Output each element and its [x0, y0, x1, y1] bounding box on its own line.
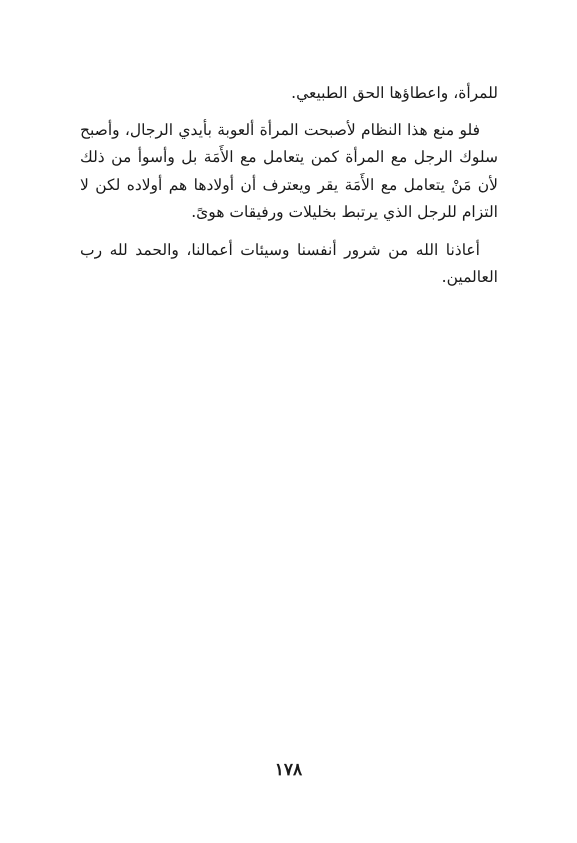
paragraph-closing-prayer: أعاذنا الله من شرور أنفسنا وسيئات أعمالنا، والحمد لله رب العالمين. [80, 240, 498, 286]
page-number: ١٧٨ [274, 760, 303, 780]
paragraph-continuation: للمرأة، واعطاؤها الحق الطبيعي. [291, 84, 498, 102]
body-text [80, 80, 498, 302]
paragraph-system-argument: فلو منع هذا النظام لأصبحت المرأة ألعوبة بأيدي الرجال، وأصبح سلوك الرجل مع المرأة كمن يتعامل مع الأَمَة بل وأسوأ من ذلك لأن مَنْ يتعامل مع الأَمَة يقر ويعترف أن أولادها هم أولاده لكن لا التزام للرجل الذي يرتبط بخليلات ورفيقات هوىً. [80, 120, 498, 221]
